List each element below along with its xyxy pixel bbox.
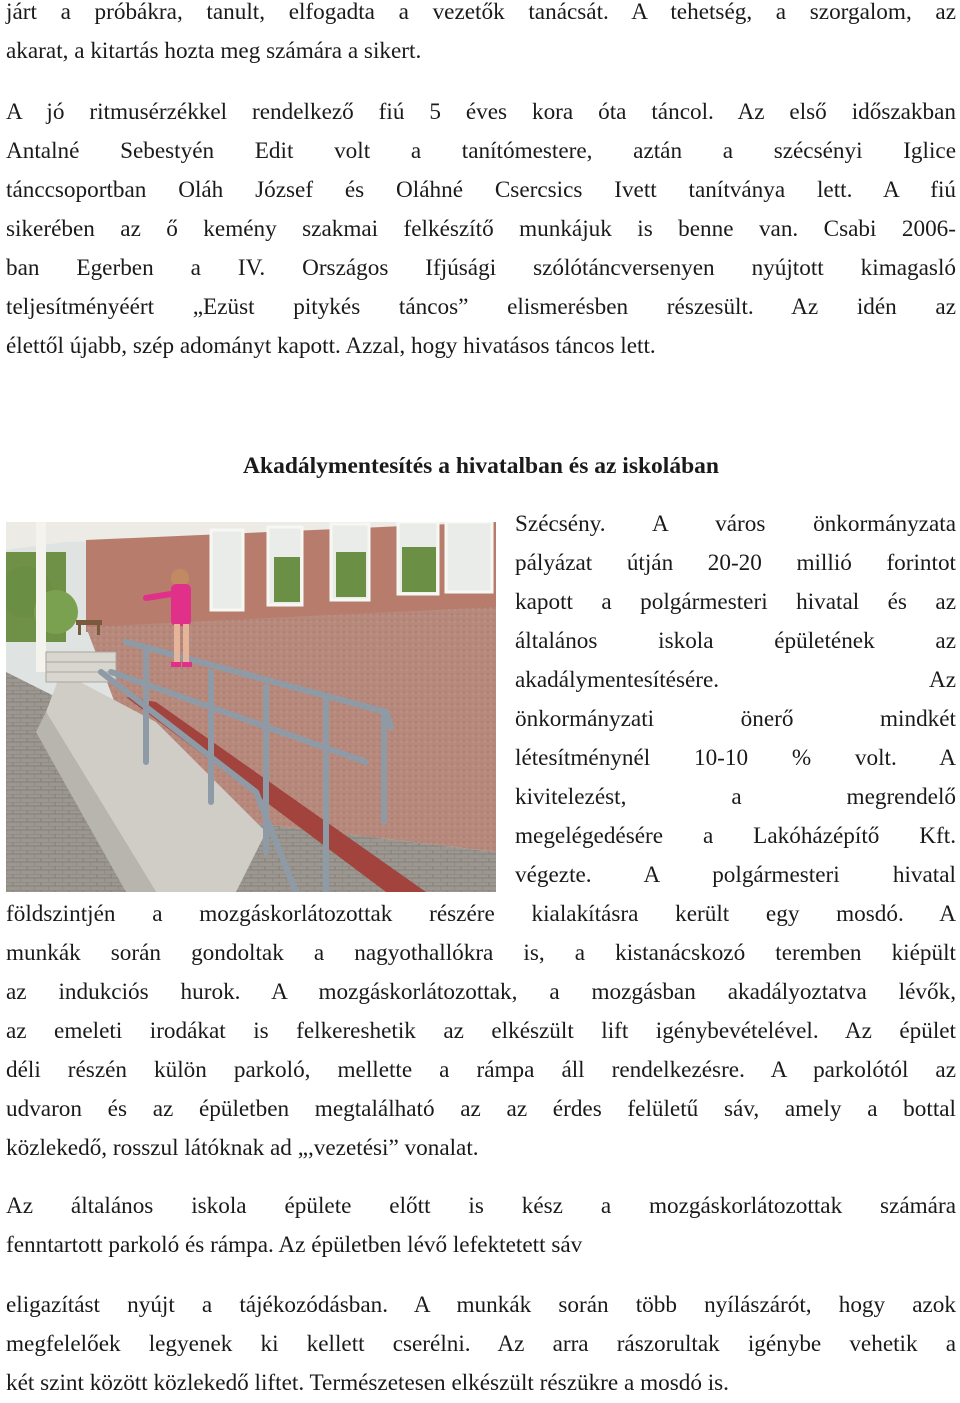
paragraph-3-line: kapott a polgármesteri hivatal és az [515,589,956,615]
paragraph-3-line: Szécsény. A város önkormányzata [515,511,956,537]
paragraph-2-line: élettől újabb, szép adományt kapott. Azzal, hogy hivatásos táncos lett. [6,333,656,359]
ramp-photo-illustration [6,522,496,892]
section-heading: Akadálymentesítés a hivatalban és az iskolában [243,453,719,479]
paragraph-5-line: fenntartott parkoló és rámpa. Az épületben lévő lefektetett sáv [6,1232,583,1258]
paragraph-2 [6,93,956,366]
paragraph-2-line: sikerében az ő kemény szakmai felkészítő munkájuk is benne van. Csabi 2006- [6,216,956,242]
paragraph-3-line: kivitelezést, a megrendelő [515,784,956,810]
paragraph-3-line: pályázat útján 20-20 millió forintot [515,550,956,576]
paragraph-4-line: munkák során gondoltak a nagyothallókra is, a kistanácskozó teremben kiépült [6,940,956,966]
paragraph-4 [6,895,956,1168]
paragraph-3-line: megelégedésére a Lakóházépítő Kft. [515,823,956,849]
paragraph-6-line: két szint között közlekedő liftet. Természetesen elkészült részükre a mosdó is. [6,1370,729,1396]
paragraph-3-line: végezte. A polgármesteri hivatal [515,862,956,888]
paragraph-4-line: az emeleti irodákat is felkereshetik az elkészült lift igénybevételével. Az épület [6,1018,956,1044]
paragraph-4-line: földszintjén a mozgáskorlátozottak részére kialakításra került egy mosdó. A [6,901,956,927]
paragraph-2-line: tánccsoportban Oláh József és Oláhné Csercsics Ivett tanítványa lett. A fiú [6,177,956,203]
paragraph-2-line: teljesítményéért „Ezüst pitykés táncos” elismerésben részesült. Az idén az [6,294,956,320]
paragraph-2-line: ban Egerben a IV. Országos Ifjúsági szólótáncversenyen nyújtott kimagasló [6,255,956,281]
paragraph-3 [515,505,956,895]
paragraph-4-line: közlekedő, rosszul látóknak ad „,vezetési” vonalat. [6,1135,479,1161]
paragraph-5 [6,1187,956,1265]
paragraph-6 [6,1286,956,1403]
paragraph-4-line: udvaron és az épületben megtalálható az az érdes felületű sáv, amely a bottal [6,1096,956,1122]
paragraph-1 [6,0,956,71]
paragraph-6-line: megfelelőek legyenek ki kellett cserélni. Az arra rászorultak igénybe vehetik a [6,1331,956,1357]
paragraph-3-line: általános iskola épületének az [515,628,956,654]
paragraph-4-line: az indukciós hurok. A mozgáskorlátozottak, a mozgásban akadályoztatva lévők, [6,979,956,1005]
paragraph-1-line: járt a próbákra, tanult, elfogadta a vezetők tanácsát. A tehetség, a szorgalom, az [6,0,956,25]
ramp-photo [6,522,496,892]
paragraph-3-line: akadálymentesítésére. Az [515,667,956,693]
paragraph-1-line: akarat, a kitartás hozta meg számára a sikert. [6,38,422,64]
paragraph-2-line: Antalné Sebestyén Edit volt a tanítómestere, aztán a szécsényi Iglice [6,138,956,164]
paragraph-3-line: létesítménynél 10-10 % volt. A [515,745,956,771]
paragraph-5-line: Az általános iskola épülete előtt is kész a mozgáskorlátozottak számára [6,1193,956,1219]
paragraph-2-line: A jó ritmusérzékkel rendelkező fiú 5 éves kora óta táncol. Az első időszakban [6,99,956,125]
paragraph-3-line: önkormányzati önerő mindkét [515,706,956,732]
paragraph-6-line: eligazítást nyújt a tájékozódásban. A munkák során több nyílászárót, hogy azok [6,1292,956,1318]
paragraph-4-line: déli részén külön parkoló, mellette a rámpa áll rendelkezésre. A parkolótól az [6,1057,956,1083]
